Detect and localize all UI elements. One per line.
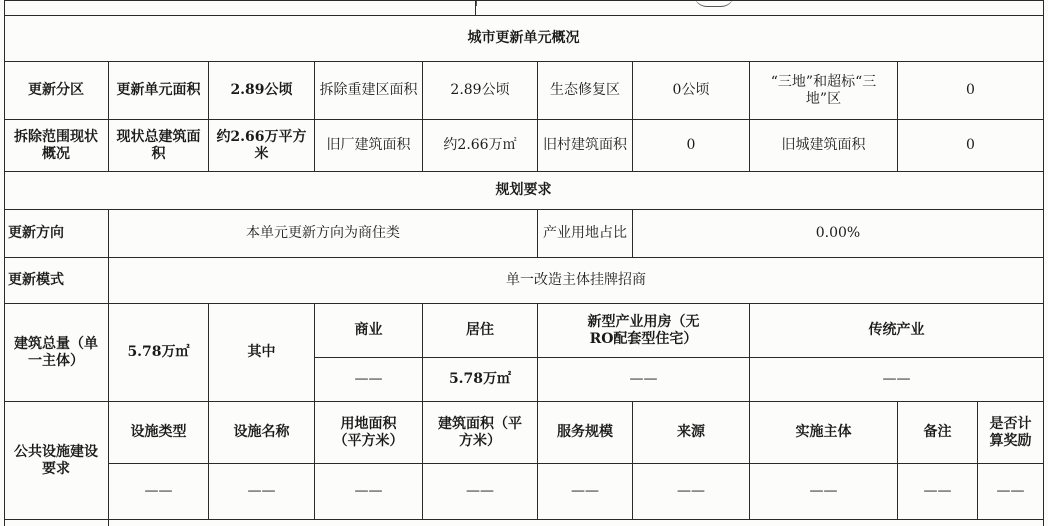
facility-value: —— xyxy=(898,464,978,520)
facility-header: 设施名称 xyxy=(209,402,315,464)
top-strip-cell xyxy=(4,0,476,16)
city-area-value: 0 xyxy=(898,120,1044,172)
mode-value: 单一改造主体挂牌招商 xyxy=(109,258,1044,304)
facility-header: 用地面积（平方米） xyxy=(315,402,423,464)
factory-area-value: 约2.66万㎡ xyxy=(423,120,538,172)
facility-value: —— xyxy=(750,464,898,520)
new-industry-value: —— xyxy=(538,358,750,402)
mode-label: 更新模式 xyxy=(4,258,109,304)
facility-header: 是否计算奖励 xyxy=(978,402,1044,464)
traditional-industry-value: —— xyxy=(750,358,1044,402)
facility-value: —— xyxy=(538,464,633,520)
commercial-value: —— xyxy=(315,358,423,402)
facility-header: 实施主体 xyxy=(750,402,898,464)
facility-value: —— xyxy=(633,464,750,520)
facility-value: —— xyxy=(209,464,315,520)
residential-label: 居住 xyxy=(423,304,538,358)
factory-area-label: 旧厂建筑面积 xyxy=(315,120,423,172)
eco-restoration-label: 生态修复区 xyxy=(538,62,633,120)
facility-header: 来源 xyxy=(633,402,750,464)
zone-label: 更新分区 xyxy=(4,62,109,120)
top-strip-cell xyxy=(476,0,1044,16)
total-building-area-label: 现状总建筑面积 xyxy=(109,120,209,172)
section-overview-title: 城市更新单元概况 xyxy=(4,16,1044,62)
facility-value: —— xyxy=(423,464,538,520)
status-label: 拆除范围现状概况 xyxy=(4,120,109,172)
city-renewal-table xyxy=(4,0,1044,526)
city-area-label: 旧城建筑面积 xyxy=(750,120,898,172)
total-building-area-value: 约2.66万平方米 xyxy=(209,120,315,172)
section-plan-title: 规划要求 xyxy=(4,172,1044,210)
facility-header: 备注 xyxy=(898,402,978,464)
facility-label: 公共设施建设要求 xyxy=(4,402,109,520)
residential-value: 5.78万㎡ xyxy=(423,358,538,402)
sandi-area-value: 0 xyxy=(898,62,1044,120)
among-label: 其中 xyxy=(209,304,315,402)
direction-label: 更新方向 xyxy=(4,210,109,258)
village-area-value: 0 xyxy=(633,120,750,172)
facility-header: 服务规模 xyxy=(538,402,633,464)
village-area-label: 旧村建筑面积 xyxy=(538,120,633,172)
building-total-label: 建筑总量（单一主体） xyxy=(4,304,109,402)
bottom-strip-cell xyxy=(109,520,1044,526)
unit-area-value: 2.89公顷 xyxy=(209,62,315,120)
unit-area-label: 更新单元面积 xyxy=(109,62,209,120)
industry-ratio-value: 0.00% xyxy=(633,210,1044,258)
sandi-area-label: “三地”和超标“三地”区 xyxy=(750,62,898,120)
facility-value: —— xyxy=(109,464,209,520)
direction-value: 本单元更新方向为商住类 xyxy=(109,210,538,258)
demolish-area-value: 2.89公顷 xyxy=(423,62,538,120)
industry-ratio-label: 产业用地占比 xyxy=(538,210,633,258)
bottom-strip-cell xyxy=(4,520,109,526)
traditional-industry-label: 传统产业 xyxy=(750,304,1044,358)
facility-value: —— xyxy=(978,464,1044,520)
facility-header: 建筑面积（平方米） xyxy=(423,402,538,464)
building-total-value: 5.78万㎡ xyxy=(109,304,209,402)
facility-value: —— xyxy=(315,464,423,520)
demolish-area-label: 拆除重建区面积 xyxy=(315,62,423,120)
facility-header: 设施类型 xyxy=(109,402,209,464)
eco-restoration-value: 0公顷 xyxy=(633,62,750,120)
commercial-label: 商业 xyxy=(315,304,423,358)
new-industry-label: 新型产业用房（无RO配套型住宅） xyxy=(538,304,750,358)
